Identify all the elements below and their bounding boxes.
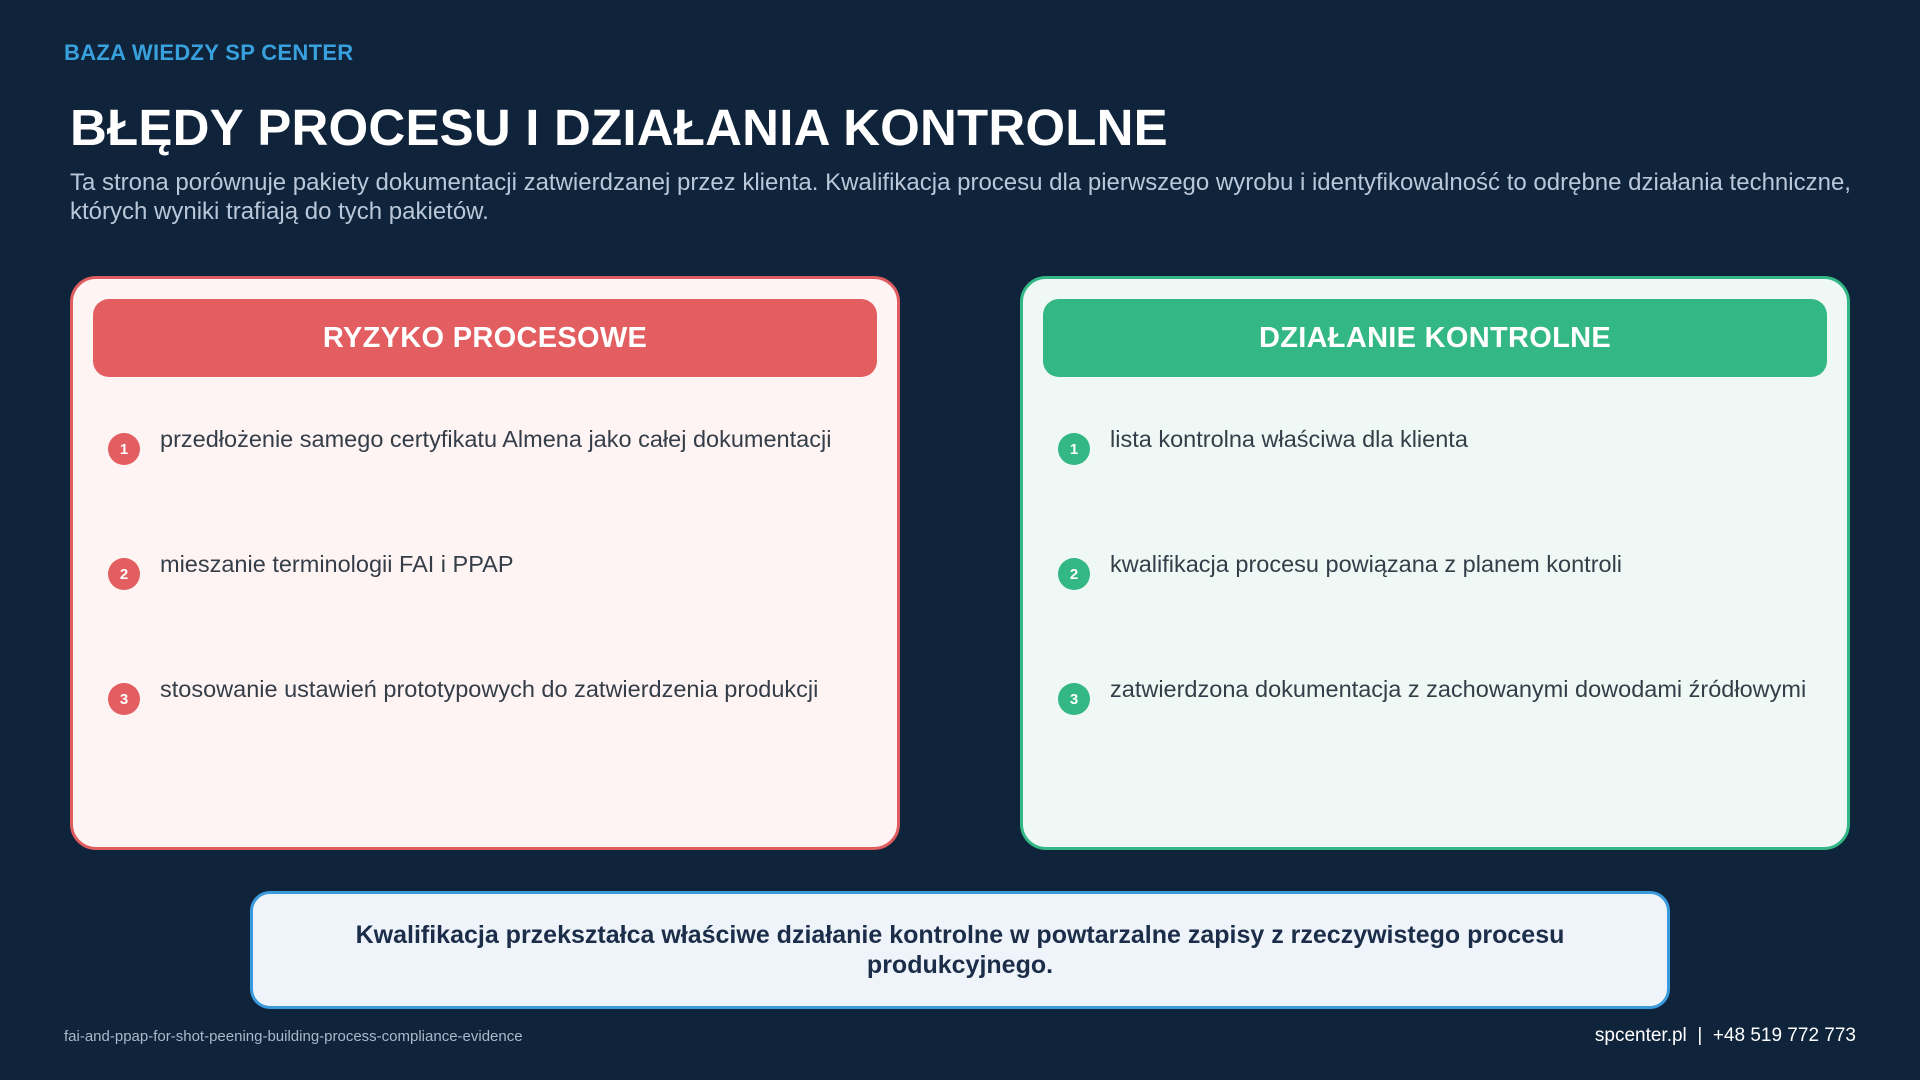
footer-slug: fai-and-ppap-for-shot-peening-building-process-compliance-evidence: [64, 1028, 523, 1045]
number-badge: 1: [108, 433, 140, 465]
page-subtitle: Ta strona porównuje pakiety dokumentacji zatwierdzanej przez klienta. Kwalifikacja procesu dla pierwszego wyrobu i identyfikowalność to odrębne działania techniczne, których wyniki trafiają do tych pakietów.: [70, 169, 1851, 225]
control-item-text: kwalifikacja procesu powiązana z planem kontroli: [1110, 551, 1623, 577]
control-panel: [1020, 276, 1850, 850]
number-badge: 3: [1058, 683, 1090, 715]
control-panel-heading: DZIAŁANIE KONTROLNE: [1043, 299, 1827, 377]
risk-item-text: stosowanie ustawień prototypowych do zatwierdzenia produkcji: [160, 676, 819, 702]
control-item-text: zatwierdzona dokumentacja z zachowanymi dowodami źródłowymi: [1110, 676, 1807, 702]
risk-panel: [70, 276, 900, 850]
kicker-label: BAZA WIEDZY SP CENTER: [64, 40, 354, 65]
number-badge: 2: [108, 558, 140, 590]
risk-item-text: mieszanie terminologii FAI i PPAP: [160, 551, 514, 577]
number-badge: 1: [1058, 433, 1090, 465]
risk-panel-heading: RYZYKO PROCESOWE: [93, 299, 877, 377]
risk-item-text: przedłożenie samego certyfikatu Almena jako całej dokumentacji: [160, 426, 832, 452]
number-badge: 2: [1058, 558, 1090, 590]
control-item-text: lista kontrolna właściwa dla klienta: [1110, 426, 1468, 452]
page-title: BŁĘDY PROCESU I DZIAŁANIA KONTROLNE: [70, 99, 1168, 156]
footer-contact: spcenter.pl | +48 519 772 773: [1594, 1025, 1856, 1046]
summary-callout: Kwalifikacja przekształca właściwe działanie kontrolne w powtarzalne zapisy z rzeczywistego procesu produkcyjnego.: [250, 891, 1670, 1009]
number-badge: 3: [108, 683, 140, 715]
